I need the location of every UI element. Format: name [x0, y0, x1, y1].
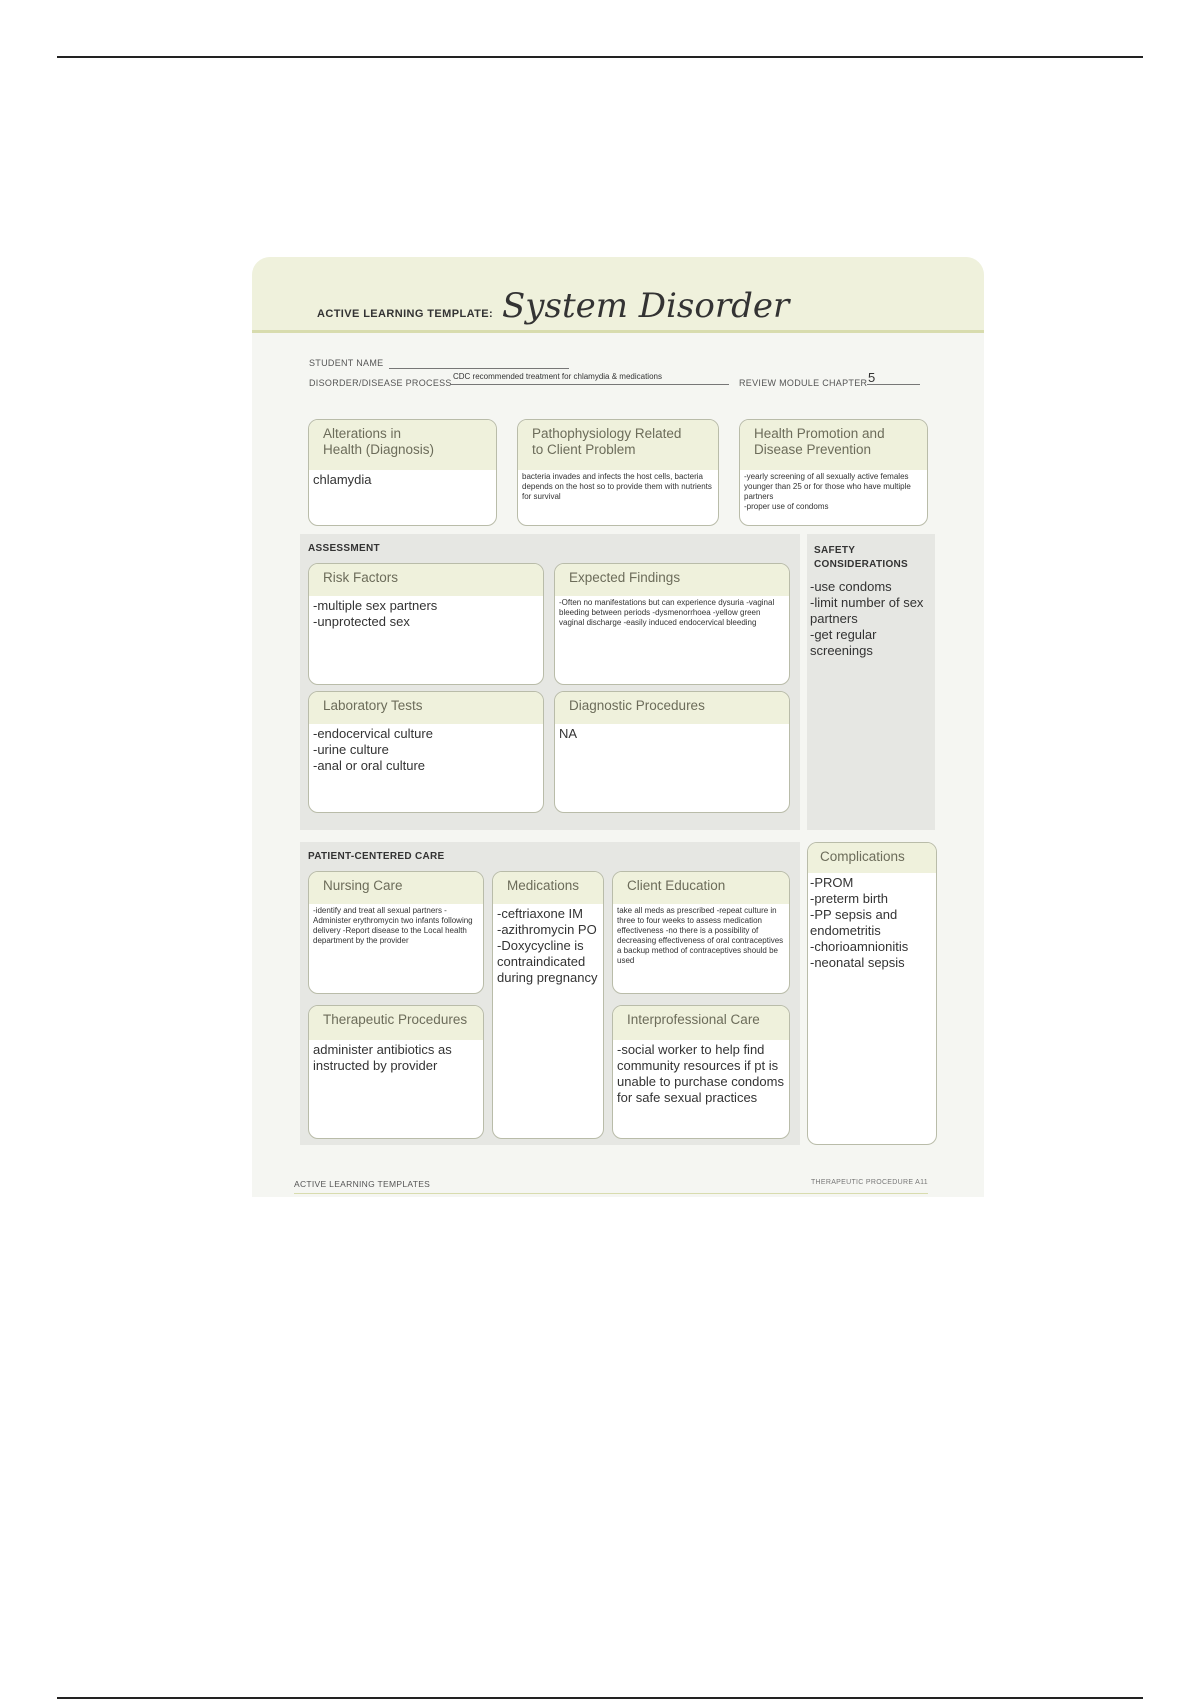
alterations-box [308, 419, 497, 526]
diagnostic-procedures-title: Diagnostic Procedures [555, 692, 789, 724]
assessment-panel [300, 534, 800, 830]
patient-care-title: PATIENT-CENTERED CARE [308, 851, 445, 862]
assessment-title: ASSESSMENT [308, 543, 380, 554]
student-name-field[interactable] [389, 354, 569, 369]
patient-care-panel [300, 842, 800, 1145]
health-promotion-box [739, 419, 928, 526]
top-rule [57, 56, 1143, 58]
complications-box [807, 842, 937, 1145]
medications-content: -ceftriaxone IM -azithromycin PO -Doxycycline is contraindicated during pregnancy [497, 906, 598, 985]
health-promotion-title: Health Promotion and Disease Prevention [740, 420, 927, 470]
diagnostic-procedures-box [554, 691, 790, 813]
safety-content: -use condoms -limit number of sex partners -get regular screenings [810, 579, 924, 658]
health-promotion-content: -yearly screening of all sexually active females younger than 25 or for those who have multiple partners -proper use of condoms [744, 472, 911, 511]
client-education-title: Client Education [613, 872, 789, 904]
laboratory-tests-content: -endocervical culture -urine culture -anal or oral culture [313, 726, 433, 773]
interprofessional-care-title: Interprofessional Care [613, 1006, 789, 1040]
footer-rule [294, 1193, 928, 1194]
template-header [252, 257, 984, 333]
disorder-field[interactable] [451, 370, 729, 385]
disorder-value: CDC recommended treatment for chlamydia & medications [453, 372, 662, 381]
safety-panel [807, 534, 935, 830]
nursing-care-title: Nursing Care [309, 872, 483, 904]
interprofessional-care-content: -social worker to help find community resources if pt is unable to purchase condoms for safe sexual practices [617, 1042, 784, 1105]
expected-findings-title: Expected Findings [555, 564, 789, 596]
therapeutic-procedures-box [308, 1005, 484, 1139]
nursing-care-box [308, 871, 484, 994]
alterations-title: Alterations in Health (Diagnosis) [309, 420, 496, 470]
expected-findings-content: -Often no manifestations but can experience dysuria -vaginal bleeding between periods -dysmenorrhoea -yellow green vaginal discharge -easily induced endocervical bleeding [559, 598, 775, 627]
disorder-label: DISORDER/DISEASE PROCESS [309, 378, 452, 388]
footer-left: ACTIVE LEARNING TEMPLATES [294, 1179, 431, 1189]
bottom-rule [57, 1697, 1143, 1699]
alterations-content: chlamydia [313, 472, 372, 487]
client-education-content: take all meds as prescribed -repeat culture in three to four weeks to assess medication effectiveness -no there is a possibility of decreasing effectiveness of oral contraceptives a backup method of contraceptives should be used [617, 906, 784, 965]
template-label: ACTIVE LEARNING TEMPLATE: [317, 308, 494, 320]
pathophysiology-box [517, 419, 719, 526]
template-title: System Disorder [502, 286, 790, 326]
laboratory-tests-title: Laboratory Tests [309, 692, 543, 724]
risk-factors-title: Risk Factors [309, 564, 543, 596]
chapter-label: REVIEW MODULE CHAPTER [739, 378, 868, 388]
risk-factors-box [308, 563, 544, 685]
pathophysiology-title: Pathophysiology Related to Client Problem [518, 420, 718, 470]
laboratory-tests-box [308, 691, 544, 813]
complications-content: -PROM -preterm birth -PP sepsis and endometritis -chorioamnionitis -neonatal sepsis [810, 875, 909, 970]
footer-right: THERAPEUTIC PROCEDURE A11 [810, 1179, 928, 1186]
medications-box [492, 871, 604, 1139]
student-name-label: STUDENT NAME [309, 358, 384, 368]
pathophysiology-content: bacteria invades and infects the host cells, bacteria depends on the host so to provide them with nutrients for survival [522, 472, 712, 501]
interprofessional-care-box [612, 1005, 790, 1139]
medications-title: Medications [493, 872, 603, 904]
complications-title: Complications [808, 843, 936, 873]
template-sheet [252, 257, 984, 1197]
diagnostic-procedures-content: NA [559, 726, 578, 741]
nursing-care-content: -identify and treat all sexual partners -Administer erythromycin two infants following delivery -Report disease to the Local health department by the provider [313, 906, 473, 945]
client-education-box [612, 871, 790, 994]
chapter-value: 5 [868, 370, 876, 385]
therapeutic-procedures-content: administer antibiotics as instructed by provider [313, 1042, 452, 1073]
therapeutic-procedures-title: Therapeutic Procedures [309, 1006, 483, 1040]
expected-findings-box [554, 563, 790, 685]
chapter-field[interactable] [867, 370, 920, 385]
risk-factors-content: -multiple sex partners -unprotected sex [313, 598, 438, 629]
safety-title: SAFETY CONSIDERATIONS [814, 545, 909, 570]
